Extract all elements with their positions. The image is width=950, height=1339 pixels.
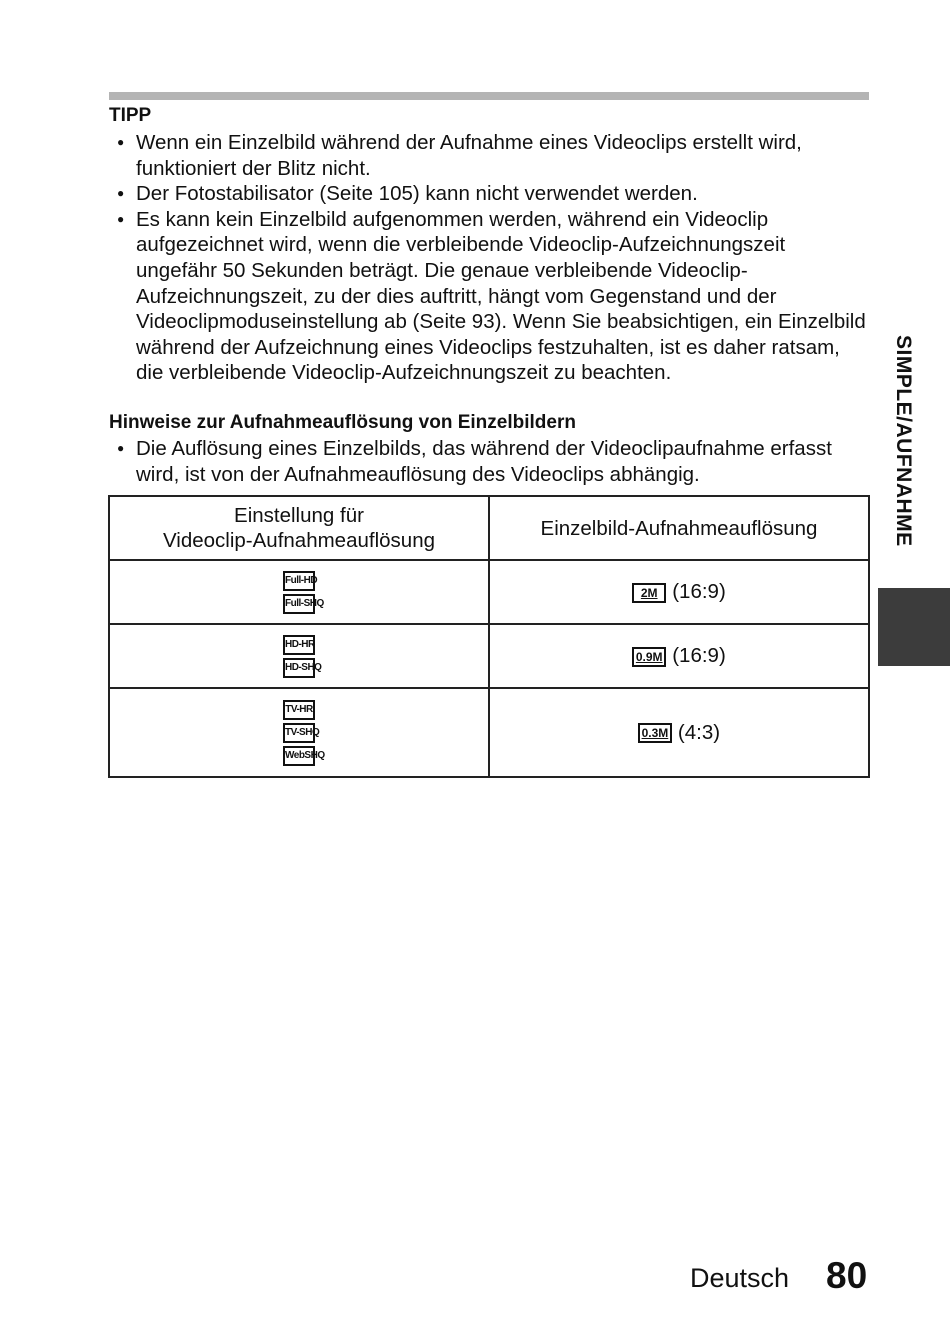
resolution-0-9m-icon: 0.9M [632, 647, 666, 667]
aspect-ratio: (16:9) [672, 644, 726, 667]
still-resolution-cell [489, 560, 869, 624]
tv-shq-icon: TV-SHQ [283, 723, 315, 743]
tip-item: ● Es kann kein Einzelbild aufgenommen werden, während ein Videoclip aufgezeichnet wird, wenn die verbleibende Videoclip-Aufzeichnungszeit ungefähr 50 Sekunden beträgt. Die genaue verbleibende Videoclip-Aufzeichnungszeit, zu der dies auftritt, hängt vom Gegenstand und der Videoclipmoduseinstellung ab (Seite 93). Wenn Sie beabsichtigen, ein Einzelbild während der Aufzeichnung eines Videoclips festzuhalten, ist es daher ratsam, die verbleibende Videoclip-Aufzeichnungszeit zu beachten. [109, 207, 869, 386]
resolution-0-3m-icon: 0.3M [638, 723, 672, 743]
tv-hr-icon: TV-HR [283, 700, 315, 720]
header-still-resolution: Einzelbild-Aufnahmeauflösung [489, 496, 869, 560]
tip-list [109, 130, 869, 386]
top-rule [109, 92, 869, 100]
tip-heading: TIPP [109, 105, 152, 126]
video-mode-cell [109, 688, 489, 777]
section-list [109, 436, 869, 487]
web-shq-icon: WebSHQ [283, 746, 315, 766]
tip-item: ● Der Fotostabilisator (Seite 105) kann nicht verwendet werden. [109, 181, 869, 207]
still-resolution-cell [489, 624, 869, 688]
table-row [109, 624, 869, 688]
header-col1-line1: Einstellung für [234, 504, 364, 527]
video-mode-cell [109, 624, 489, 688]
tip-item: ● Wenn ein Einzelbild während der Aufnahme eines Videoclips erstellt wird, funktioniert der Blitz nicht. [109, 130, 869, 181]
table-row [109, 688, 869, 777]
resolution-table [108, 495, 870, 778]
page-number: 80 [826, 1255, 868, 1296]
footer-language: Deutsch [690, 1263, 790, 1293]
aspect-ratio: (4:3) [677, 720, 721, 744]
aspect-ratio: (16:9) [672, 580, 726, 603]
table-row [109, 560, 869, 624]
section-item: ● Die Auflösung eines Einzelbilds, das während der Videoclipaufnahme erfasst wird, ist von der Aufnahmeauflösung des Videoclips abhängig. [109, 436, 869, 487]
table-header-row [109, 496, 869, 560]
full-hd-icon: Full-HD [283, 571, 315, 591]
chapter-tab-marker [878, 588, 950, 666]
chapter-tab-label: SIMPLE/AUFNAHME [892, 335, 915, 547]
full-shq-icon: Full-SHQ [283, 594, 315, 614]
hd-hr-icon: HD-HR [283, 635, 315, 655]
video-mode-cell [109, 560, 489, 624]
section-heading: Hinweise zur Aufnahmeauflösung von Einzelbildern [109, 412, 576, 433]
still-resolution-cell [489, 688, 869, 777]
hd-shq-icon: HD-SHQ [283, 658, 315, 678]
resolution-2m-icon: 2M [632, 583, 666, 603]
header-video-resolution [109, 496, 489, 560]
header-col1-line2: Videoclip-Aufnahmeauflösung [162, 529, 435, 552]
